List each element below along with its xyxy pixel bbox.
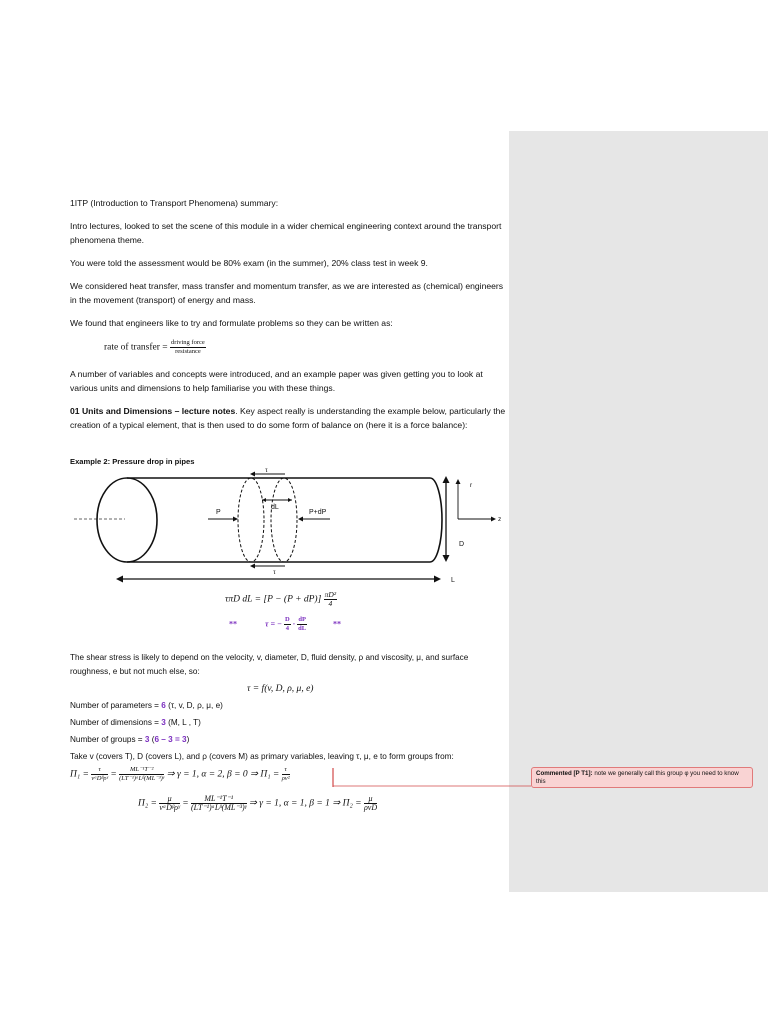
- function-equation: τ = f(v, D, ρ, μ, e): [247, 684, 314, 694]
- pi1-frac-2-num: ML⁻¹T⁻²: [119, 766, 164, 775]
- dimensions-value: 3: [161, 718, 166, 727]
- label-p: P: [216, 509, 221, 516]
- force-balance-num: πD²: [324, 590, 337, 599]
- pi1-frac-2-den: (LT⁻¹)ᵅLᵝ(ML⁻³)ᵞ: [119, 775, 165, 782]
- label-z: z: [498, 516, 502, 523]
- pi2-frac-2: [191, 795, 247, 812]
- pi1-frac-1-den: vᵅDᵝρᵞ: [91, 775, 108, 782]
- shear-frac-1-num: D: [284, 616, 290, 623]
- parameters-value: 6: [161, 701, 166, 710]
- shear-frac-1: [284, 616, 291, 633]
- groups-label: Number of groups =: [70, 735, 145, 744]
- label-l: L: [451, 577, 455, 584]
- element-left-face: [238, 478, 264, 562]
- pi1-frac-3-den: ρv²: [281, 775, 290, 782]
- shear-frac-2: [297, 616, 307, 633]
- pi1-lhs: Π₁ =: [70, 769, 89, 780]
- pi1-result: ⇒ γ = 1, α = 2, β = 0 ⇒ Π₁ =: [166, 769, 280, 780]
- pi2-frac-3-num: μ: [364, 795, 377, 804]
- label-tau-top: τ: [265, 466, 268, 474]
- dimensions-rest: (M, L , T): [165, 718, 201, 727]
- groups-close: ): [186, 735, 190, 744]
- summary-heading: 1ITP (Introduction to Transport Phenomena) summary:: [70, 198, 279, 208]
- label-d: D: [459, 541, 465, 548]
- dimensions-line: [70, 716, 510, 730]
- pi2-frac-2-num: ML⁻¹T⁻¹: [191, 795, 247, 804]
- label-r: r: [470, 482, 473, 489]
- element-right-face: [271, 478, 297, 562]
- pi2-lhs: Π₂ =: [138, 798, 157, 809]
- lecture-notes-title: 01 Units and Dimensions – lecture notes: [70, 406, 236, 416]
- r-axis-head: [456, 479, 461, 484]
- force-balance-equation: [225, 591, 337, 608]
- label-dl: dL: [271, 504, 279, 511]
- pi1-frac-3-num: τ: [282, 766, 290, 775]
- pi1-equation: [70, 766, 290, 783]
- pi2-frac-1: [159, 795, 179, 812]
- pi2-eq: =: [182, 798, 189, 809]
- lecture-notes-text: . Key aspect really is understanding the example below, particularly the creation of a typical element, that is then used to do some form of balance on (here it is a force balance):: [70, 406, 506, 430]
- shear-stars-right: **: [332, 619, 341, 629]
- parameters-rest: (τ, v, D, ρ, μ, e): [165, 701, 223, 710]
- paragraph-assessment: You were told the assessment would be 80% exam (in the summer), 20% class test in week 9.: [70, 258, 428, 268]
- l-arrow-head-left: [116, 576, 123, 583]
- groups-open: (: [149, 735, 155, 744]
- label-tau-bottom: τ: [273, 568, 276, 576]
- paragraph-variables: A number of variables and concepts were introduced, and an example paper was given getting you to look at various units and dimensions to help familiarise you with these things.: [70, 369, 483, 393]
- shear-equation: ** τ = − $\frac{D}{4}$ · $\frac{dP}{dL}$ **: [229, 616, 341, 632]
- pi2-frac-1-den: vᵅDᵝρᵞ: [159, 803, 180, 812]
- tau-top-arrow-head: [250, 472, 255, 477]
- shear-frac-2-den: dL: [298, 625, 307, 632]
- pi2-frac-3-den: ρvD: [363, 803, 378, 812]
- pi2-frac-2-den: (LT⁻¹)ᵅLᵝ(ML⁻³)ᵞ: [190, 803, 247, 812]
- rate-equation-lhs: rate of transfer =: [104, 342, 168, 353]
- groups-value: 3: [144, 735, 150, 744]
- parameters-label: Number of parameters =: [70, 701, 162, 710]
- pi1-eq: =: [110, 769, 117, 780]
- pi2-frac-3: [364, 795, 377, 812]
- example-title: Example 2: Pressure drop in pipes: [70, 457, 195, 466]
- paragraph-transfer: We considered heat transfer, mass transfer and momentum transfer, as we are interested as (chemical) engineers in the movement (transport) of energy and mass.: [70, 281, 504, 305]
- dimensions-label: Number of dimensions =: [70, 718, 162, 727]
- paragraph-formulate: We found that engineers like to try and formulate problems so they can be written as:: [70, 318, 393, 328]
- force-balance-fraction: [324, 591, 337, 608]
- comment-text: note we generally call this group φ you need to know this: [536, 770, 739, 785]
- paragraph-intro: Intro lectures, looked to set the scene of this module in a wider chemical engineering context around the transport phenomena theme.: [70, 221, 502, 245]
- rate-equation-num: driving force: [171, 339, 205, 346]
- groups-line: [70, 733, 510, 747]
- pi1-frac-1-num: τ: [91, 766, 108, 775]
- pipe-end-right: [430, 478, 442, 562]
- review-comment[interactable]: [531, 767, 753, 788]
- tau-bottom-arrow-head: [250, 564, 255, 569]
- primary-variables-line: Take v (covers T), D (covers L), and ρ (covers M) as primary variables, leaving τ, μ, e to form groups from:: [70, 752, 454, 761]
- force-balance-text: τπD dL = [P − (P + dP)]: [225, 594, 322, 605]
- pi1-frac-3: [282, 766, 290, 783]
- paragraph-shear: The shear stress is likely to depend on the velocity, v, diameter, D, fluid density, ρ and viscosity, μ, and surface roughness, e but not much else, so:: [70, 653, 469, 676]
- d-arrow-head-top: [443, 476, 450, 483]
- force-balance-den: 4: [328, 599, 333, 608]
- pi1-frac-1: [91, 766, 108, 783]
- shear-frac-1-den: 4: [285, 625, 289, 632]
- rate-equation-den: resistance: [175, 348, 201, 355]
- comment-label: Commented [P T1]:: [536, 770, 593, 777]
- l-arrow-head-right: [434, 576, 441, 583]
- parameters-line: [70, 699, 510, 713]
- groups-calc: 6 – 3 = 3: [154, 735, 187, 744]
- pi2-frac-1-num: μ: [159, 795, 179, 804]
- pi2-result: ⇒ γ = 1, α = 1, β = 1 ⇒ Π₂ =: [248, 798, 362, 809]
- pi1-frac-2: [119, 766, 164, 783]
- shear-stars-left: **: [229, 619, 237, 629]
- pi2-equation: [138, 795, 377, 812]
- label-p-dp: P+dP: [309, 509, 327, 516]
- shear-frac-2-num: dP: [298, 616, 306, 623]
- d-arrow-head-bottom: [443, 555, 450, 562]
- shear-lhs: τ = −: [265, 619, 282, 629]
- pipe-end-left: [97, 478, 157, 562]
